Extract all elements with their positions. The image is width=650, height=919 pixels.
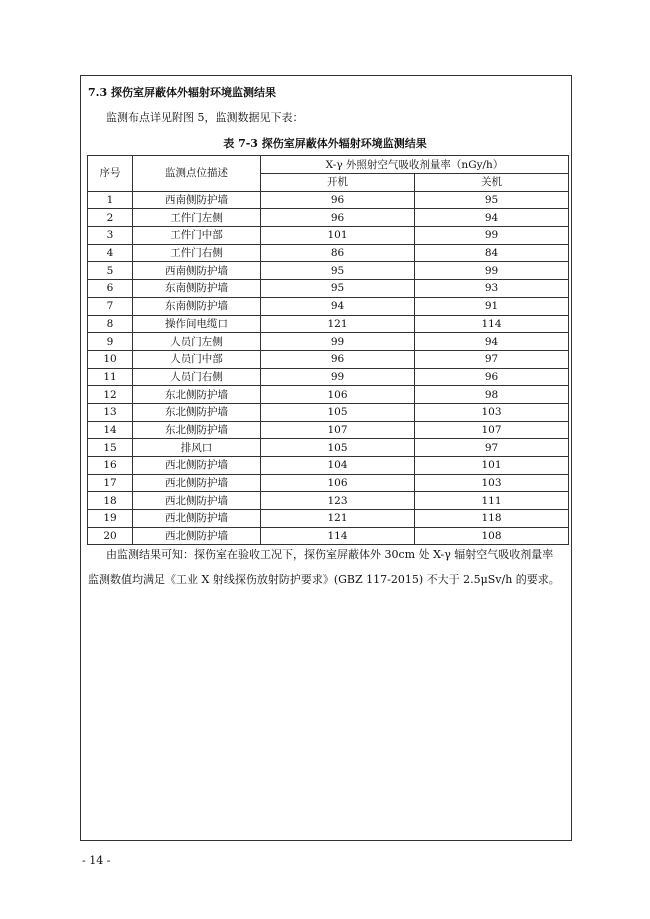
cell-no: 16 bbox=[88, 457, 133, 475]
cell-off: 103 bbox=[415, 474, 569, 492]
cell-no: 9 bbox=[88, 333, 133, 351]
cell-desc: 西北侧防护墙 bbox=[133, 510, 261, 528]
cell-no: 14 bbox=[88, 421, 133, 439]
cell-desc: 西南侧防护墙 bbox=[133, 191, 261, 209]
cell-no: 1 bbox=[88, 191, 133, 209]
cell-on: 94 bbox=[261, 297, 415, 315]
cell-off: 108 bbox=[415, 527, 569, 545]
cell-no: 10 bbox=[88, 350, 133, 368]
table-row bbox=[88, 492, 569, 510]
cell-on: 86 bbox=[261, 244, 415, 262]
table-row bbox=[88, 439, 569, 457]
cell-off: 84 bbox=[415, 244, 569, 262]
table-row bbox=[88, 350, 569, 368]
cell-off: 95 bbox=[415, 191, 569, 209]
cell-desc: 人员门中部 bbox=[133, 350, 261, 368]
table-row bbox=[88, 510, 569, 528]
table-row bbox=[88, 474, 569, 492]
cell-desc: 西北侧防护墙 bbox=[133, 492, 261, 510]
cell-on: 95 bbox=[261, 280, 415, 298]
cell-off: 94 bbox=[415, 333, 569, 351]
cell-off: 103 bbox=[415, 403, 569, 421]
cell-desc: 人员门右侧 bbox=[133, 368, 261, 386]
table-row bbox=[88, 244, 569, 262]
cell-desc: 东南侧防护墙 bbox=[133, 280, 261, 298]
cell-off: 111 bbox=[415, 492, 569, 510]
cell-off: 99 bbox=[415, 262, 569, 280]
cell-off: 97 bbox=[415, 439, 569, 457]
cell-desc: 东北侧防护墙 bbox=[133, 403, 261, 421]
cell-no: 6 bbox=[88, 280, 133, 298]
cell-on: 104 bbox=[261, 457, 415, 475]
cell-no: 4 bbox=[88, 244, 133, 262]
table-row bbox=[88, 227, 569, 245]
header-dose-rate: X-γ 外照射空气吸收剂量率（nGy/h） bbox=[261, 156, 569, 174]
cell-no: 18 bbox=[88, 492, 133, 510]
cell-off: 91 bbox=[415, 297, 569, 315]
cell-desc: 东南侧防护墙 bbox=[133, 297, 261, 315]
intro-text: 监测布点详见附图 5，监测数据见下表： bbox=[106, 111, 304, 124]
cell-no: 19 bbox=[88, 510, 133, 528]
table-row bbox=[88, 262, 569, 280]
cell-desc: 操作间电缆口 bbox=[133, 315, 261, 333]
table-row bbox=[88, 315, 569, 333]
cell-on: 107 bbox=[261, 421, 415, 439]
conclusion-line-2: 监测数值均满足《工业 X 射线探伤放射防护要求》(GBZ 117-2015) 不大于 2.5μSv/h 的要求。 bbox=[88, 573, 560, 586]
page-number: - 14 - bbox=[82, 854, 111, 867]
cell-off: 99 bbox=[415, 227, 569, 245]
cell-off: 101 bbox=[415, 457, 569, 475]
cell-no: 17 bbox=[88, 474, 133, 492]
cell-on: 101 bbox=[261, 227, 415, 245]
cell-desc: 排风口 bbox=[133, 439, 261, 457]
cell-no: 11 bbox=[88, 368, 133, 386]
cell-on: 99 bbox=[261, 333, 415, 351]
cell-on: 99 bbox=[261, 368, 415, 386]
table-row bbox=[88, 457, 569, 475]
header-no: 序号 bbox=[88, 156, 133, 192]
cell-no: 2 bbox=[88, 209, 133, 227]
cell-desc: 人员门左侧 bbox=[133, 333, 261, 351]
cell-desc: 西北侧防护墙 bbox=[133, 457, 261, 475]
cell-on: 95 bbox=[261, 262, 415, 280]
table-caption: 表 7-3 探伤室屏蔽体外辐射环境监测结果 bbox=[223, 137, 427, 150]
cell-on: 114 bbox=[261, 527, 415, 545]
cell-on: 123 bbox=[261, 492, 415, 510]
cell-off: 114 bbox=[415, 315, 569, 333]
cell-no: 7 bbox=[88, 297, 133, 315]
cell-no: 15 bbox=[88, 439, 133, 457]
cell-desc: 工件门中部 bbox=[133, 227, 261, 245]
cell-desc: 西北侧防护墙 bbox=[133, 474, 261, 492]
cell-on: 106 bbox=[261, 474, 415, 492]
cell-on: 121 bbox=[261, 510, 415, 528]
cell-desc: 西南侧防护墙 bbox=[133, 262, 261, 280]
cell-on: 96 bbox=[261, 209, 415, 227]
conclusion-line-1: 由监测结果可知：探伤室在验收工况下，探伤室屏蔽体外 30cm 处 X-γ 辐射空气吸收剂量率 bbox=[106, 548, 554, 561]
header-on: 开机 bbox=[261, 174, 415, 192]
cell-on: 106 bbox=[261, 386, 415, 404]
cell-no: 8 bbox=[88, 315, 133, 333]
table-row bbox=[88, 403, 569, 421]
cell-off: 107 bbox=[415, 421, 569, 439]
table-row bbox=[88, 297, 569, 315]
table-row bbox=[88, 421, 569, 439]
header-off: 关机 bbox=[415, 174, 569, 192]
section-title: 7.3 探伤室屏蔽体外辐射环境监测结果 bbox=[88, 86, 276, 99]
cell-desc: 西北侧防护墙 bbox=[133, 527, 261, 545]
header-desc: 监测点位描述 bbox=[133, 156, 261, 192]
table-row bbox=[88, 209, 569, 227]
cell-desc: 东北侧防护墙 bbox=[133, 386, 261, 404]
cell-off: 94 bbox=[415, 209, 569, 227]
table-row bbox=[88, 333, 569, 351]
cell-no: 20 bbox=[88, 527, 133, 545]
cell-desc: 工件门左侧 bbox=[133, 209, 261, 227]
table-row bbox=[88, 280, 569, 298]
cell-no: 13 bbox=[88, 403, 133, 421]
cell-off: 118 bbox=[415, 510, 569, 528]
cell-on: 105 bbox=[261, 403, 415, 421]
table-row bbox=[88, 191, 569, 209]
cell-desc: 工件门右侧 bbox=[133, 244, 261, 262]
cell-off: 96 bbox=[415, 368, 569, 386]
cell-no: 5 bbox=[88, 262, 133, 280]
table-row bbox=[88, 368, 569, 386]
cell-no: 12 bbox=[88, 386, 133, 404]
cell-on: 96 bbox=[261, 191, 415, 209]
cell-off: 98 bbox=[415, 386, 569, 404]
cell-off: 97 bbox=[415, 350, 569, 368]
monitoring-table bbox=[87, 155, 569, 545]
cell-on: 105 bbox=[261, 439, 415, 457]
cell-no: 3 bbox=[88, 227, 133, 245]
table-row bbox=[88, 386, 569, 404]
cell-on: 121 bbox=[261, 315, 415, 333]
cell-on: 96 bbox=[261, 350, 415, 368]
cell-off: 93 bbox=[415, 280, 569, 298]
cell-desc: 东北侧防护墙 bbox=[133, 421, 261, 439]
